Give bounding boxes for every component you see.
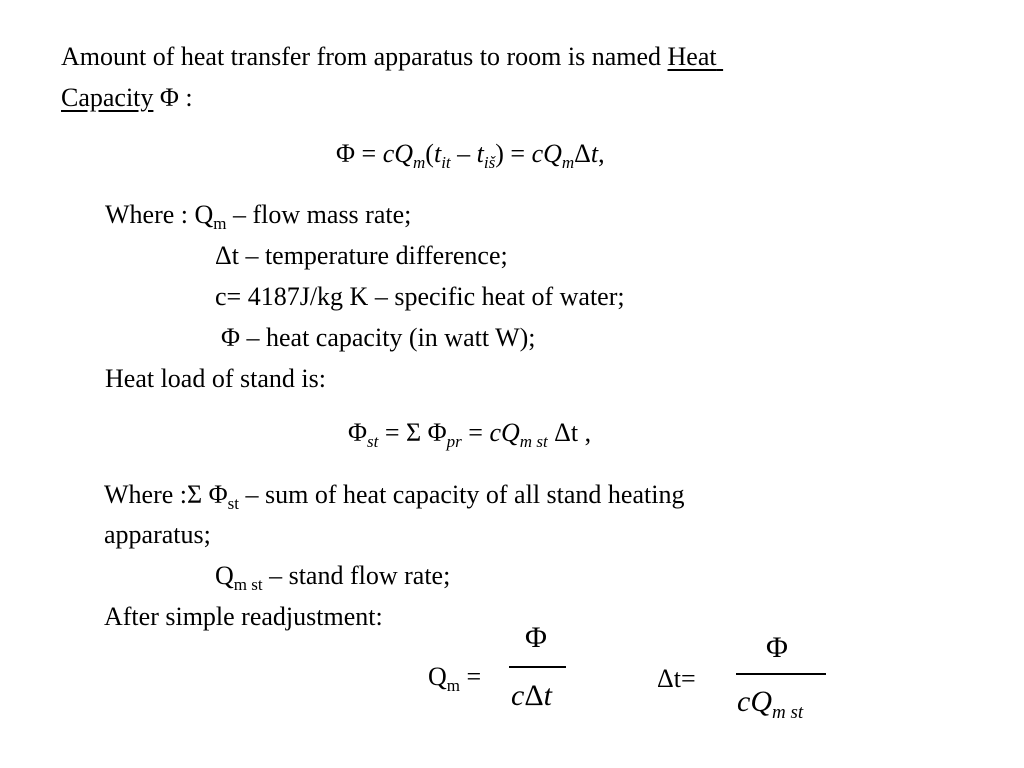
f2-mst: m st <box>519 432 548 451</box>
where2-sub: st <box>227 494 239 513</box>
f2-comma: , <box>578 418 592 447</box>
where2-rest: – sum of heat capacity of all stand heating <box>238 480 685 509</box>
fraction1-denominator <box>511 679 552 713</box>
where-c: c= 4187J/kg K – specific heat of water; <box>215 282 625 311</box>
frac1-den-c: c <box>511 679 525 712</box>
where-qm <box>105 200 412 233</box>
term-heat: Heat <box>667 42 717 71</box>
term-capacity: Capacity <box>61 83 154 112</box>
fraction2-bar <box>736 673 826 675</box>
where-phi: Φ – heat capacity (in watt W); <box>221 323 536 352</box>
where2-q-sub: m st <box>233 575 263 594</box>
f1-t1: t <box>433 139 442 168</box>
where2-label: Where :Σ Φ <box>104 480 228 509</box>
f1-is: iš <box>483 153 496 172</box>
formula-heat-capacity <box>336 139 605 172</box>
f2-dt: Δt <box>547 418 579 447</box>
where1-label: Where : Q <box>105 200 214 229</box>
intro-line-2 <box>61 83 193 113</box>
formula-stand-load <box>348 418 592 451</box>
frac2-den-sub: m st <box>771 702 804 723</box>
f2-st: st <box>367 432 379 451</box>
f1-minus: – <box>450 139 477 168</box>
f2-phi: Φ <box>348 418 368 447</box>
where1-sub: m <box>213 214 227 233</box>
fraction2-denominator <box>737 685 804 723</box>
f2-eq2: = <box>461 418 490 447</box>
frac1-q: Q <box>428 662 447 691</box>
f1-m2: m <box>561 153 575 172</box>
where-sum-cont: apparatus; <box>104 520 211 549</box>
f2-pr: pr <box>446 432 462 451</box>
intro-line-1 <box>61 42 723 72</box>
where2-q-rest: – stand flow rate; <box>262 561 451 590</box>
f1-phi: Φ <box>336 139 356 168</box>
f1-t3: t <box>590 139 599 168</box>
where2-q: Q <box>215 561 234 590</box>
f1-paren-close: ) = <box>495 139 532 168</box>
where-qmst <box>215 561 451 594</box>
f1-cq2: cQ <box>531 139 562 168</box>
f2-cq: cQ <box>489 418 520 447</box>
fraction2-lhs: Δt= <box>657 664 696 693</box>
f1-it: it <box>441 153 451 172</box>
intro-text: Amount of heat transfer from apparatus to room is named <box>61 42 668 71</box>
fraction1-bar <box>509 666 566 668</box>
f1-cq: cQ <box>382 139 414 168</box>
where-sum <box>104 480 685 513</box>
f1-t2: t <box>476 139 484 168</box>
frac1-den-delta: Δ <box>524 679 544 712</box>
phi-symbol: Φ : <box>159 83 193 112</box>
frac1-q-sub: m <box>446 676 461 695</box>
f2-eq1: = Σ Φ <box>378 418 447 447</box>
f1-m: m <box>413 153 426 172</box>
term-space <box>717 42 724 71</box>
f1-eq: = <box>355 139 383 168</box>
frac1-den-t: t <box>543 679 552 712</box>
f1-delta: Δ <box>574 139 591 168</box>
frac2-den-cq: cQ <box>737 685 772 718</box>
where-delta-t: Δt – temperature difference; <box>215 241 508 270</box>
heat-load-text: Heat load of stand is: <box>105 364 326 393</box>
after-text: After simple readjustment: <box>104 602 383 631</box>
where1-rest: – flow mass rate; <box>226 200 412 229</box>
fraction1-lhs <box>428 662 482 695</box>
fraction1-numerator: Φ <box>525 621 547 654</box>
frac1-eq: = <box>460 662 482 691</box>
fraction2-numerator: Φ <box>766 631 788 664</box>
f1-paren-open: ( <box>425 139 434 168</box>
f1-comma: , <box>598 139 605 168</box>
